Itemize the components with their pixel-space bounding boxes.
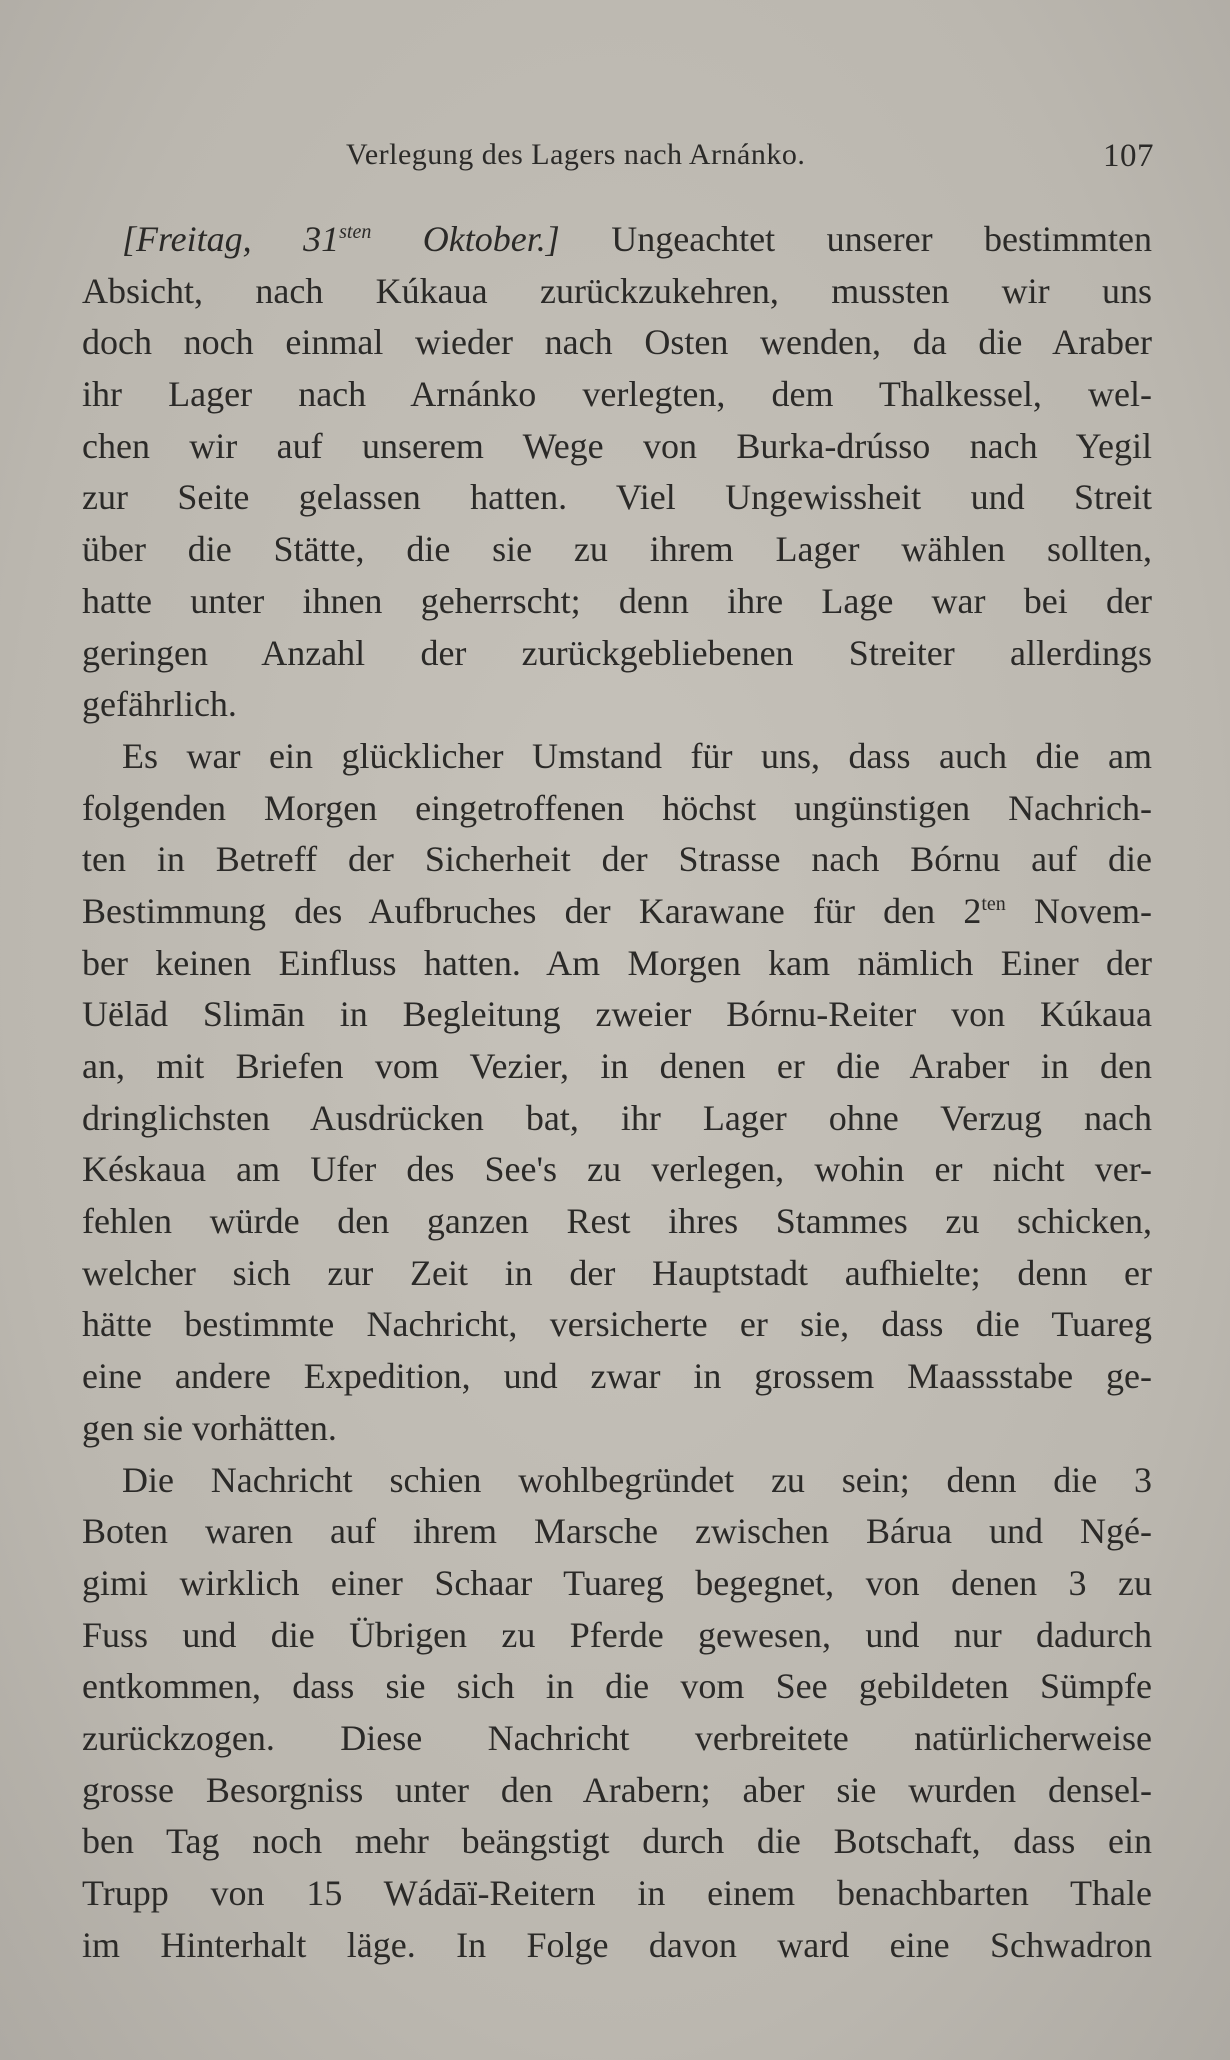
page-header (0, 138, 1230, 186)
text-line: im Hinterhalt läge. In Folge davon ward eine Schwadron (82, 1924, 1152, 1965)
text-line: folgenden Morgen eingetroffenen höchst ungünstigen Nachrich- (82, 787, 1152, 828)
text-line: fehlen würde den ganzen Rest ihres Stammes zu schicken, (82, 1201, 1152, 1242)
text-line: ten in Betreff der Sicherheit der Strasse nach Bórnu auf die (82, 839, 1152, 880)
text-line: eine andere Expedition, und zwar in grossem Maassstabe ge- (82, 1356, 1152, 1397)
text-line: welcher sich zur Zeit in der Hauptstadt aufhielte; denn er (82, 1252, 1152, 1293)
text-line: entkommen, dass sie sich in die vom See gebildeten Sümpfe (82, 1666, 1152, 1707)
text-line: chen wir auf unserem Wege von Burka-drússo nach Yegil (82, 425, 1152, 466)
text-line: geringen Anzahl der zurückgebliebenen Streiter allerdings (82, 632, 1152, 673)
text-line: grosse Besorgniss unter den Arabern; aber sie wurden densel- (82, 1769, 1152, 1810)
paragraph-1 (82, 214, 1152, 731)
text-line: ihr Lager nach Arnánko verlegten, dem Thalkessel, wel- (82, 374, 1152, 415)
text-line: Bestimmung des Aufbruches der Karawane für den $2^{ten}$ Novem- (82, 890, 1152, 931)
text-line: Fuss und die Übrigen zu Pferde gewesen, und nur dadurch (82, 1614, 1152, 1655)
text-line: Es war ein glücklicher Umstand für uns, dass auch die am (122, 735, 1152, 776)
text-line: Trupp von 15 Wádāï-Reitern in einem benachbarten Thale (82, 1873, 1152, 1913)
text-line: [Freitag, $31^{sten}$ Oktober.] Ungeachtet unserer bestimmten (122, 219, 1152, 259)
text-line: an, mit Briefen vom Vezier, in denen er die Araber in den (82, 1046, 1152, 1086)
text-line: hatte unter ihnen geherrscht; denn ihre Lage war bei der (82, 580, 1152, 621)
text-line: Késkaua am Ufer des See's zu verlegen, wohin er nicht ver- (82, 1149, 1152, 1190)
text-line: über die Stätte, die sie zu ihrem Lager wählen sollten, (82, 529, 1152, 570)
page-number: 107 (1103, 138, 1154, 174)
text-line: hätte bestimmte Nachricht, versicherte er sie, dass die Tuareg (82, 1304, 1152, 1345)
text-line: zurückzogen. Diese Nachricht verbreitete natürlicherweise (82, 1717, 1152, 1758)
date-label: [Freitag, $31^{sten}$ Oktober.] (122, 219, 560, 259)
paragraph-2 (82, 731, 1152, 1455)
text-line: dringlichsten Ausdrücken bat, ihr Lager ohne Verzug nach (82, 1097, 1152, 1138)
text-line: Uëlād Slimān in Begleitung zweier Bórnu-Reiter von Kúkaua (82, 994, 1152, 1035)
text-line: zur Seite gelassen hatten. Viel Ungewissheit und Streit (82, 477, 1152, 518)
text-line: Boten waren auf ihrem Marsche zwischen Bárua und Ngé- (82, 1511, 1152, 1552)
text-line: gefährlich. (82, 684, 237, 725)
text-line: gimi wirklich einer Schaar Tuareg begegnet, von denen 3 zu (82, 1562, 1152, 1603)
text-line: ber keinen Einfluss hatten. Am Morgen kam nämlich Einer der (82, 942, 1152, 983)
text-line: doch noch einmal wieder nach Osten wenden, da die Araber (82, 322, 1152, 363)
text-line: Absicht, nach Kúkaua zurückzukehren, mussten wir uns (82, 270, 1152, 311)
text-line: gen sie vorhätten. (82, 1407, 337, 1448)
text-line: Die Nachricht schien wohlbegründet zu sein; denn die 3 (122, 1459, 1152, 1500)
body-text (82, 214, 1152, 1971)
running-title: Verlegung des Lagers nach Arnánko. (346, 138, 806, 171)
text-line: ben Tag noch mehr beängstigt durch die Botschaft, dass ein (82, 1821, 1152, 1862)
paragraph-3 (82, 1455, 1152, 1972)
